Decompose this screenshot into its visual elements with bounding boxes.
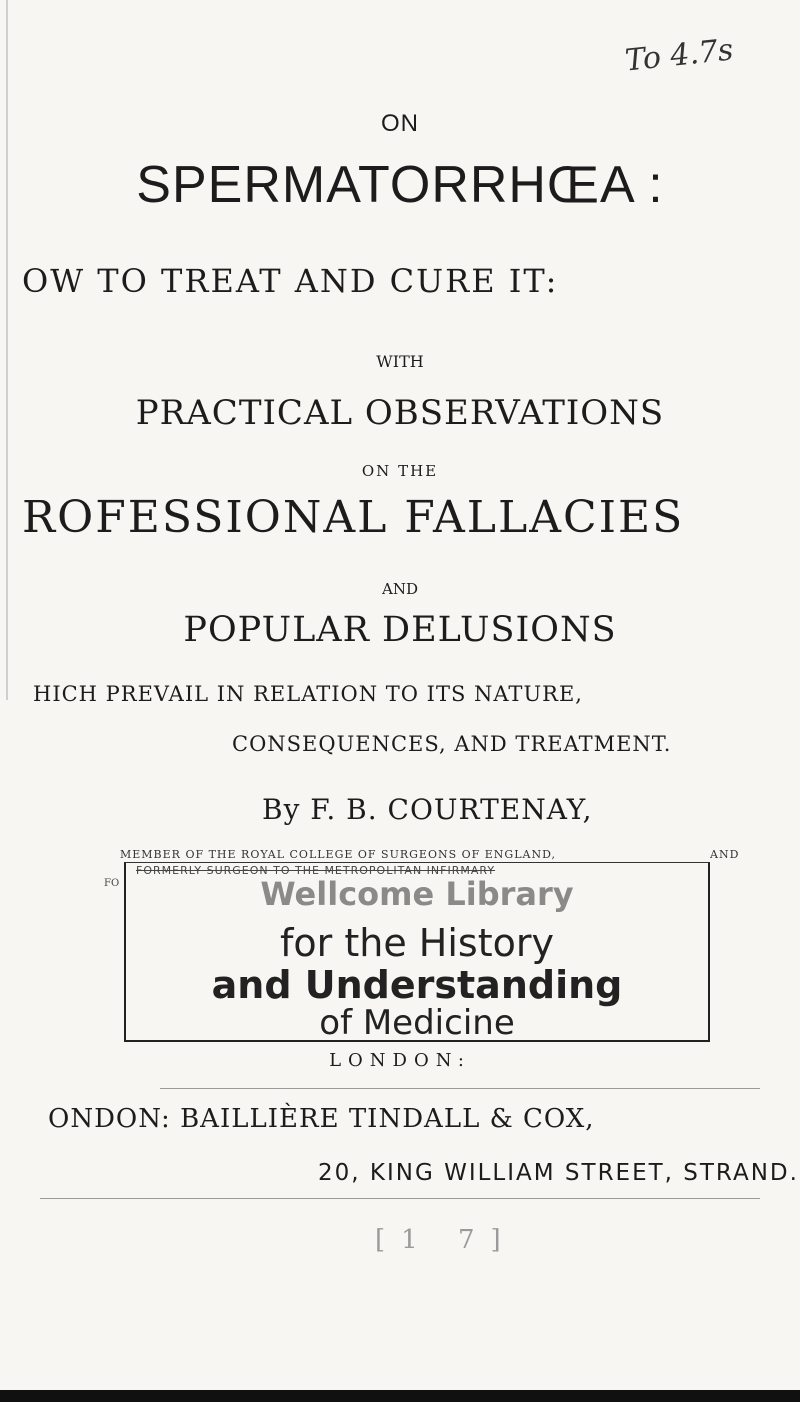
title-with: WITH bbox=[376, 352, 424, 371]
title-line-1: HICH PREVAIL IN RELATION TO ITS NATURE, bbox=[33, 682, 583, 706]
title-on-the: ON THE bbox=[361, 462, 439, 480]
stamp-line-1: Wellcome Library bbox=[260, 875, 574, 913]
title-on: ON bbox=[381, 110, 419, 137]
author-membership: MEMBER OF THE ROYAL COLLEGE OF SURGEONS OF ENGLAND, bbox=[120, 848, 557, 861]
handwritten-note: To 4.7s bbox=[623, 32, 735, 79]
subtitle: OW TO TREAT AND CURE IT: bbox=[22, 262, 559, 300]
stamp-line-3: and Understanding bbox=[211, 963, 623, 1007]
title-line-2: CONSEQUENCES, AND TREATMENT. bbox=[232, 732, 672, 756]
author-former-post: FORMERLY SURGEON TO THE METROPOLITAN INFIRMARY bbox=[136, 864, 496, 877]
imprint-london: LONDON: bbox=[329, 1050, 471, 1071]
author-fo: FO bbox=[104, 878, 120, 889]
author-membership-tail: AND bbox=[710, 848, 740, 861]
title-practical: PRACTICAL OBSERVATIONS bbox=[135, 393, 665, 433]
imprint-rule-bottom bbox=[40, 1198, 760, 1199]
imprint-publisher: ONDON: BAILLIÈRE TINDALL & COX, bbox=[48, 1104, 595, 1134]
title-and: AND bbox=[382, 580, 418, 598]
stamp-line-2: for the History bbox=[280, 921, 554, 965]
title-popular: POPULAR DELUSIONS bbox=[183, 610, 617, 650]
author-name: By F. B. COURTENAY, bbox=[262, 793, 593, 826]
scan-edge bbox=[0, 1390, 800, 1402]
title-professional: ROFESSIONAL FALLACIES bbox=[22, 492, 685, 543]
main-title: SPERMATORRHŒA : bbox=[136, 156, 664, 214]
shelfmark: [1 7] bbox=[375, 1225, 517, 1255]
imprint-street: 20, KING WILLIAM STREET, STRAND. bbox=[318, 1160, 799, 1186]
library-stamp bbox=[124, 862, 710, 1042]
stamp-line-4: of Medicine bbox=[319, 1003, 515, 1043]
imprint-rule-top bbox=[160, 1088, 760, 1089]
